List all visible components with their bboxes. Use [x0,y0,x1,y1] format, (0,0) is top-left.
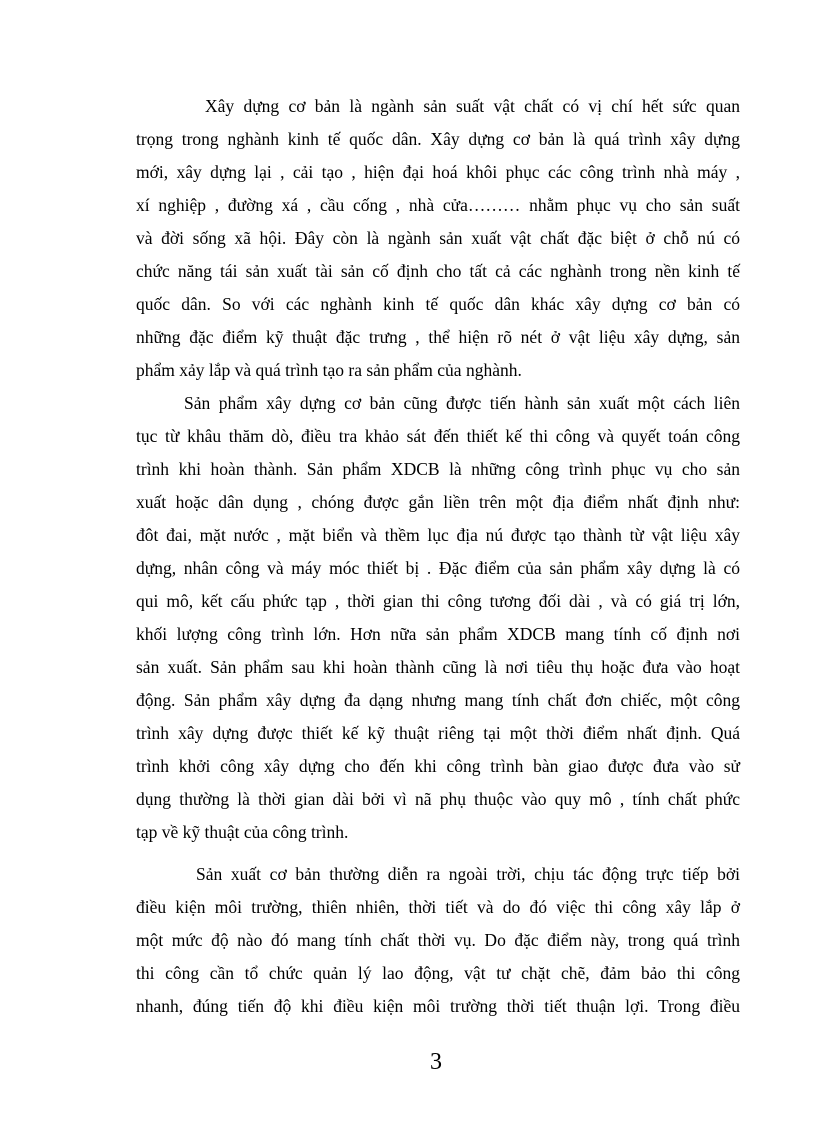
text-line: xí nghiệp , đường xá , cầu cống , nhà cửa……… nhằm phục vụ cho sản suất [136,195,740,215]
text-line: trình khởi công xây dựng cho đến khi công trình bàn giao được đưa vào sử [136,756,740,776]
text-line: chức năng tái sản xuất tài sản cố định cho tất cả các nghành trong nền kinh tế [136,261,740,281]
text-line: Sản phẩm xây dựng cơ bản cũng được tiến hành sản xuất một cách liên [184,393,740,413]
text-line: trình xây dựng được thiết kế kỹ thuật riêng tại một thời điểm nhất định. Quá [136,723,740,743]
text-line: dựng, nhân công và máy móc thiết bị . Đặc điểm của sản phẩm xây dựng là có [136,558,740,578]
text-line: Xây dựng cơ bản là ngành sản suất vật chất có vị chí hết sức quan [205,96,740,116]
text-line: xuất hoặc dân dụng , chóng được gắn liền trên một địa điểm nhất định như: [136,492,740,512]
text-line: và đời sống xã hội. Đây còn là ngành sản xuất vật chất đặc biệt ở chỗ nú có [136,228,740,248]
text-line: nhanh, đúng tiến độ khi điều kiện môi trường thời tiết thuận lợi. Trong điều [136,996,740,1016]
text-line: dụng thường là thời gian dài bởi vì nã phụ thuộc vào quy mô , tính chất phức [136,789,740,809]
text-line: mới, xây dựng lại , cải tạo , hiện đại hoá khôi phục các công trình nhà máy , [136,162,740,182]
text-line: trọng trong nghành kinh tế quốc dân. Xây dựng cơ bản là quá trình xây dựng [136,129,740,149]
text-line: thi công cần tổ chức quản lý lao động, vật tư chặt chẽ, đảm bảo thi công [136,963,740,983]
text-line: qui mô, kết cấu phức tạp , thời gian thi công tương đối dài , và có giá trị lớn, [136,591,740,611]
text-line: sản xuất. Sản phẩm sau khi hoàn thành cũng là nơi tiêu thụ hoặc đưa vào hoạt [136,657,740,677]
text-line: động. Sản phẩm xây dựng đa dạng nhưng mang tính chất đơn chiếc, một công [136,690,740,710]
text-line: Sản xuất cơ bản thường diễn ra ngoài trời, chịu tác động trực tiếp bởi [196,864,740,884]
text-line: quốc dân. So với các nghành kinh tế quốc dân khác xây dựng cơ bản có [136,294,740,314]
text-line: điều kiện môi trường, thiên nhiên, thời tiết và do đó việc thi công xây lắp ở [136,897,740,917]
text-line: phẩm xảy lắp và quá trình tạo ra sản phẩm của nghành. [136,360,522,380]
text-line: khối lượng công trình lớn. Hơn nữa sản phẩm XDCB mang tính cố định nơi [136,624,740,644]
text-line: những đặc điểm kỹ thuật đặc trưng , thể hiện rõ nét ở vật liệu xây dựng, sản [136,327,740,347]
text-line: tạp về kỹ thuật của công trình. [136,822,349,842]
text-line: đôt đai, mặt nước , mặt biển và thềm lục địa nú được tạo thành từ vật liệu xây [136,525,740,545]
page-number: 3 [430,1049,442,1075]
text-line: trình khi hoàn thành. Sản phẩm XDCB là những công trình phục vụ cho sản [136,459,740,479]
text-line: một mức độ nào đó mang tính chất thời vụ. Do đặc điểm này, trong quá trình [136,930,740,950]
text-line: tục từ khâu thăm dò, điều tra khảo sát đến thiết kế thi công và quyết toán công [136,426,740,446]
